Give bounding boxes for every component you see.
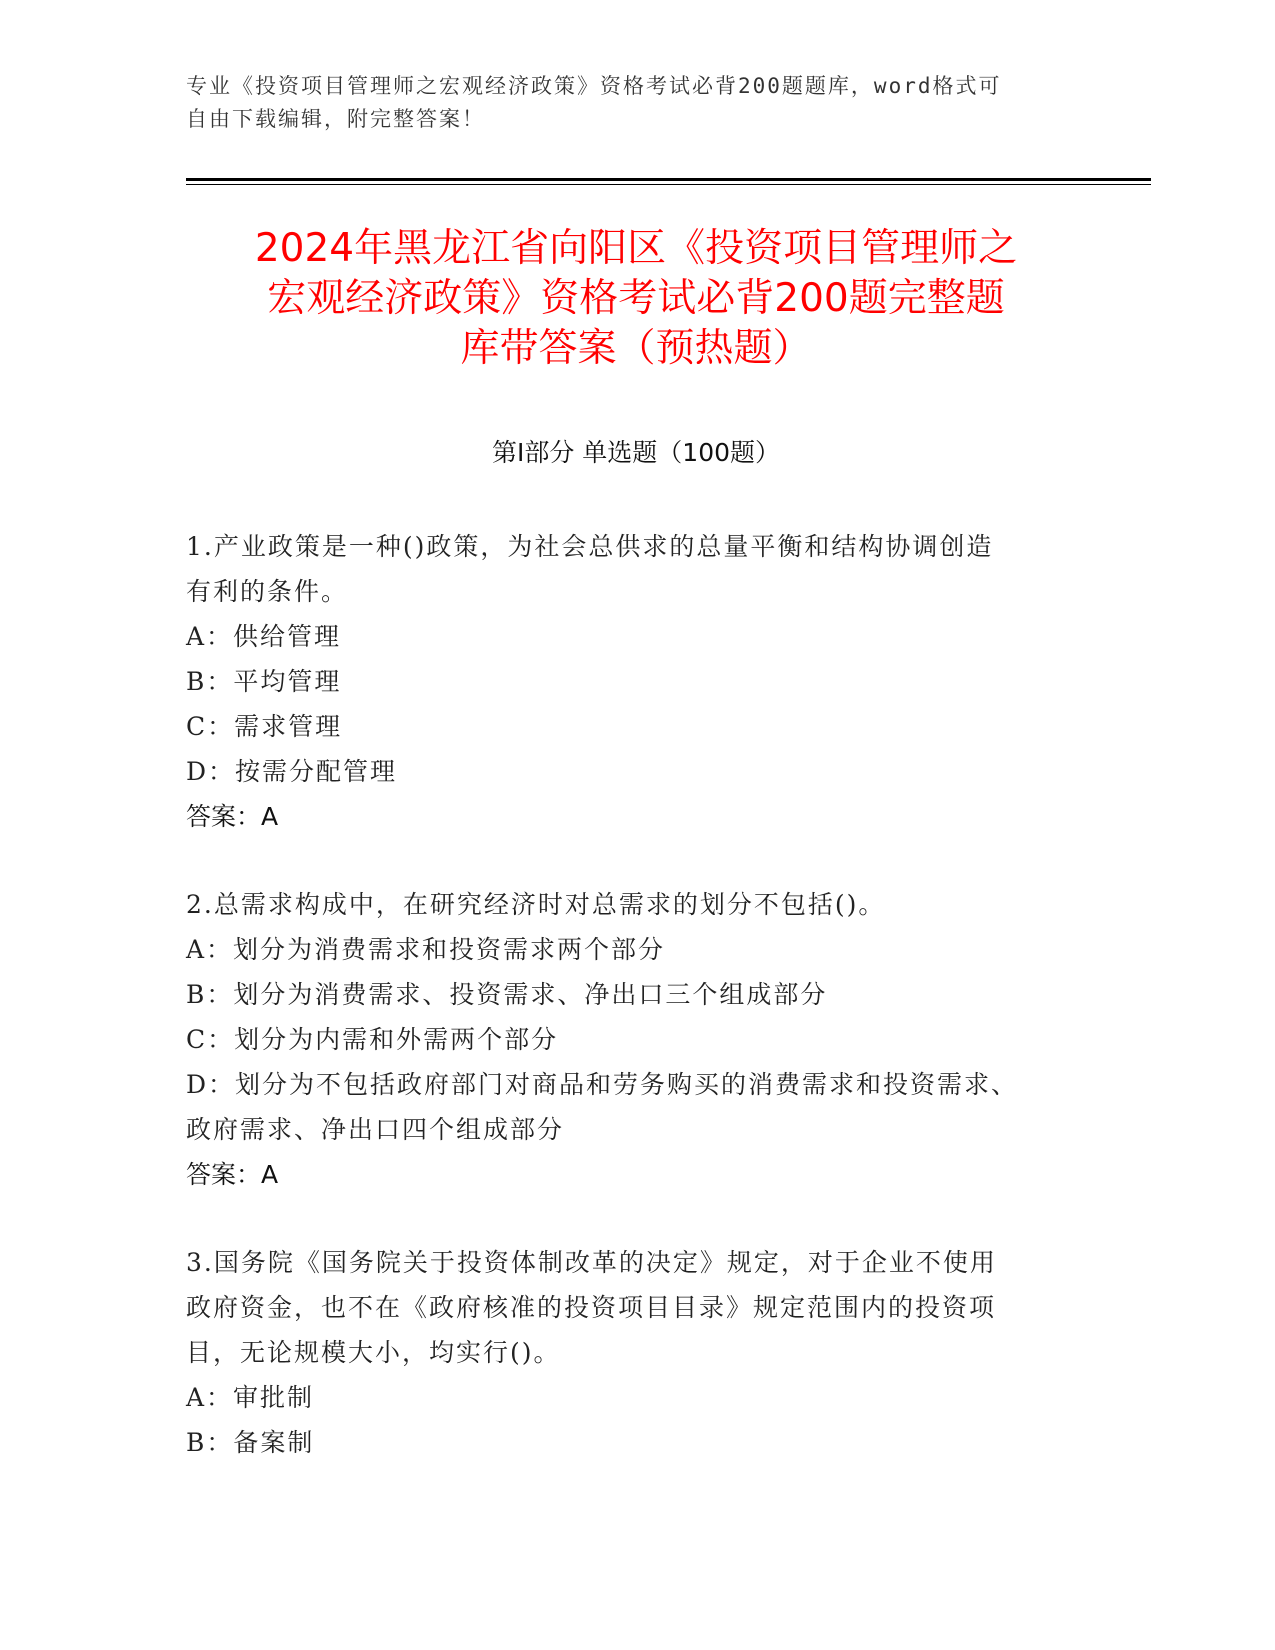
document-title-line-3: 库带答案（预热题） <box>460 326 812 371</box>
option-c: C：划分为内需和外需两个部分 <box>186 1025 559 1054</box>
option-d-continued: 政府需求、净出口四个组成部分 <box>186 1115 565 1144</box>
question-stem-line: 2.总需求构成中，在研究经济时对总需求的划分不包括()。 <box>186 890 886 919</box>
option-b: B：平均管理 <box>186 667 342 696</box>
option-a: A：审批制 <box>186 1383 315 1412</box>
question-2 <box>186 882 1066 1197</box>
header-rule-thick <box>186 178 1151 181</box>
answer-line: 答案：A <box>186 1160 279 1189</box>
question-stem-line: 目，无论规模大小，均实行()。 <box>186 1338 561 1367</box>
question-stem-line: 有利的条件。 <box>186 577 349 606</box>
option-a: A：划分为消费需求和投资需求两个部分 <box>186 935 666 964</box>
header-note-line-1: 专业《投资项目管理师之宏观经济政策》资格考试必背200题题库，word格式可 <box>186 74 1002 98</box>
option-a: A：供给管理 <box>186 622 342 651</box>
option-b: B：划分为消费需求、投资需求、净出口三个组成部分 <box>186 980 828 1009</box>
header-note <box>186 70 1086 136</box>
option-b: B：备案制 <box>186 1428 315 1457</box>
question-stem-line: 1.产业政策是一种()政策，为社会总供求的总量平衡和结构协调创造 <box>186 532 994 561</box>
document-title-line-2: 宏观经济政策》资格考试必背200题完整题 <box>267 276 1005 321</box>
header-rule-thin <box>186 184 1151 185</box>
option-d: D：划分为不包括政府部门对商品和劳务购买的消费需求和投资需求、 <box>186 1070 1019 1099</box>
question-list <box>186 524 1066 1508</box>
answer-line: 答案：A <box>186 802 279 831</box>
option-d: D：按需分配管理 <box>186 757 398 786</box>
question-1 <box>186 524 1066 839</box>
option-c: C：需求管理 <box>186 712 343 741</box>
question-stem-line: 3.国务院《国务院关于投资体制改革的决定》规定，对于企业不使用 <box>186 1248 997 1277</box>
document-title <box>186 224 1086 374</box>
header-note-line-2: 自由下载编辑，附完整答案！ <box>186 107 485 131</box>
document-title-line-1: 2024年黑龙江省向阳区《投资项目管理师之 <box>254 226 1018 271</box>
section-heading: 第I部分 单选题（100题） <box>491 438 781 467</box>
question-stem-line: 政府资金，也不在《政府核准的投资项目目录》规定范围内的投资项 <box>186 1293 997 1322</box>
question-3 <box>186 1240 1066 1465</box>
